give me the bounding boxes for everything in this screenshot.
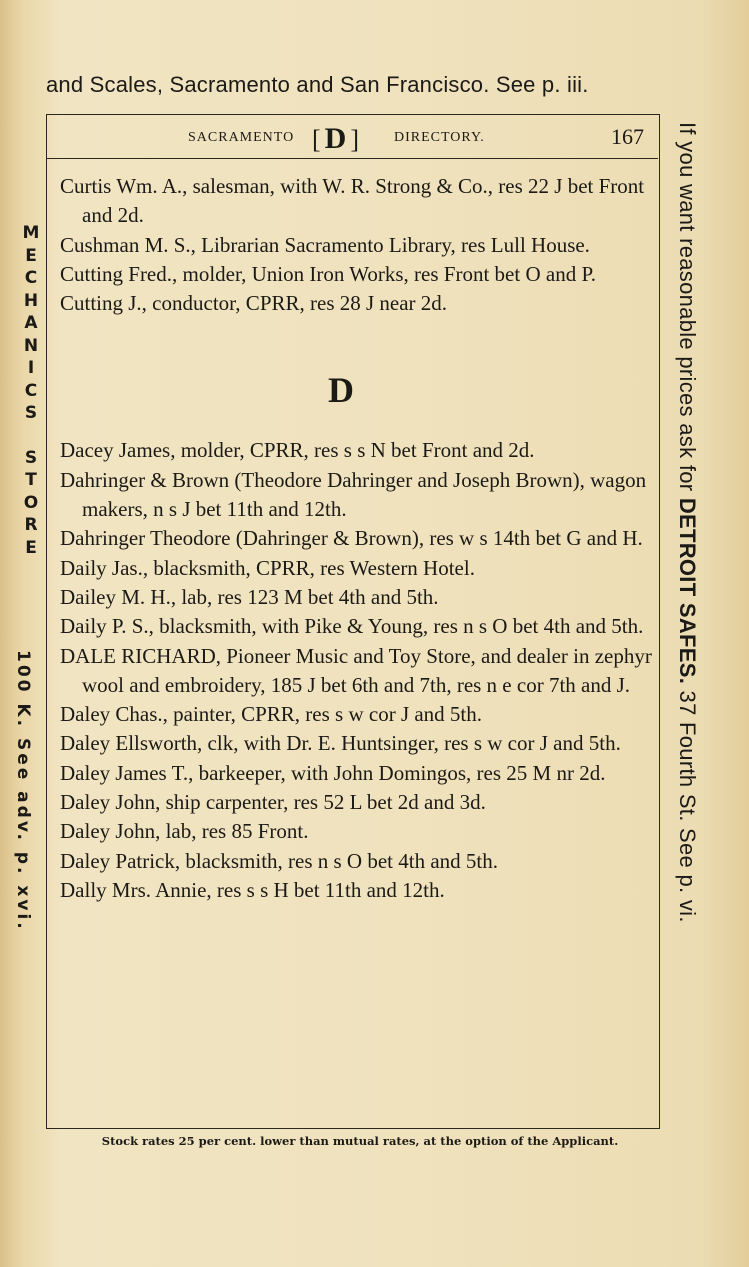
left-margin-letter: A (24, 313, 38, 333)
running-head-directory: DIRECTORY. (394, 130, 485, 145)
left-margin-letter: E (25, 537, 37, 558)
directory-entry: Dailey M. H., lab, res 123 M bet 4th and 5th. (60, 584, 439, 609)
directory-entries (60, 172, 652, 905)
left-margin-letter: S (24, 403, 38, 423)
directory-entry: Daily P. S., blacksmith, with Pike & Young, res n s O bet 4th and 5th. (60, 614, 644, 639)
left-margin-letter: I (27, 358, 35, 378)
directory-entry: Daley John, ship carpenter, res 52 L bet 2d and 3d. (60, 790, 486, 815)
left-margin-letter (16, 425, 46, 447)
left-margin-letter: N (23, 335, 39, 356)
left-margin-letter: M (22, 223, 40, 243)
directory-entry: Daley Chas., painter, CPRR, res s w cor J and 5th. (60, 702, 483, 727)
right-margin-ad-brand: DETROIT SAFES. (675, 497, 700, 685)
left-margin-letter: S (24, 447, 38, 468)
left-margin-letter: C (24, 380, 38, 401)
directory-entry: Daley Ellsworth, clk, with Dr. E. Huntsinger, res s w cor J and 5th. (60, 731, 621, 756)
directory-entry: Cushman M. S., Librarian Sacramento Library, res Lull House. (60, 232, 590, 257)
left-margin-letter: E (25, 245, 37, 266)
directory-entry: Dacey James, molder, CPRR, res s s N bet Front and 2d. (60, 438, 535, 463)
running-head-letter-bracket: [ D ] (312, 122, 360, 155)
directory-entry: DALE RICHARD, Pioneer Music and Toy Store, and dealer in zephyr wool and embroidery, 185 J bet 6th and 7th, res n e cor 7th and J. (60, 643, 652, 697)
page-number: 167 (611, 124, 644, 149)
directory-entry: Daley Patrick, blacksmith, res n s O bet 4th and 5th. (60, 848, 498, 873)
directory-entry: Dahringer & Brown (Theodore Dahringer and Joseph Brown), wagon makers, n s J bet 11th and 12th. (60, 467, 647, 522)
directory-entry: Dally Mrs. Annie, res s s H bet 11th and 12th. (60, 877, 445, 902)
left-margin-advertisement-rotated: 100 K. See adv. p. xvi. (13, 650, 33, 932)
directory-entry: Cutting Fred., molder, Union Iron Works, res Front bet O and P. (60, 261, 597, 286)
running-head (46, 120, 658, 159)
footer-insurance-note: Stock rates 25 per cent. lower than mutual rates, at the option of the Applicant. (101, 1134, 619, 1148)
left-margin-letter: R (24, 515, 38, 535)
directory-entry: Daily Jas., blacksmith, CPRR, res Western Hotel. (60, 555, 475, 580)
left-margin-letter: T (25, 470, 37, 490)
directory-entry: Daley James T., barkeeper, with John Domingos, res 25 M nr 2d. (60, 760, 606, 785)
left-margin-advertisement-vertical (16, 222, 46, 559)
right-margin-advertisement (674, 122, 700, 923)
left-margin-letter: H (23, 290, 39, 311)
top-advertisement-banner: and Scales, Sacramento and San Francisco. See p. iii. (46, 72, 589, 97)
right-margin-ad-text-a: If you want reasonable prices ask for (675, 122, 700, 498)
running-head-city: SACRAMENTO (188, 130, 295, 145)
left-margin-letter: C (24, 268, 38, 288)
section-letter-heading: D (328, 370, 354, 411)
directory-entry: Dahringer Theodore (Dahringer & Brown), res w s 14th bet G and H. (60, 526, 643, 551)
directory-entry: Curtis Wm. A., salesman, with W. R. Strong & Co., res 22 J bet Front and 2d. (60, 174, 645, 228)
left-margin-letter: O (23, 492, 39, 513)
running-head-letter: D (324, 122, 347, 155)
directory-entry: Daley John, lab, res 85 Front. (60, 819, 309, 844)
directory-entry: Cutting J., conductor, CPRR, res 28 J near 2d. (60, 291, 448, 316)
right-margin-ad-text-c: 37 Fourth St. See p. vi. (675, 684, 700, 923)
